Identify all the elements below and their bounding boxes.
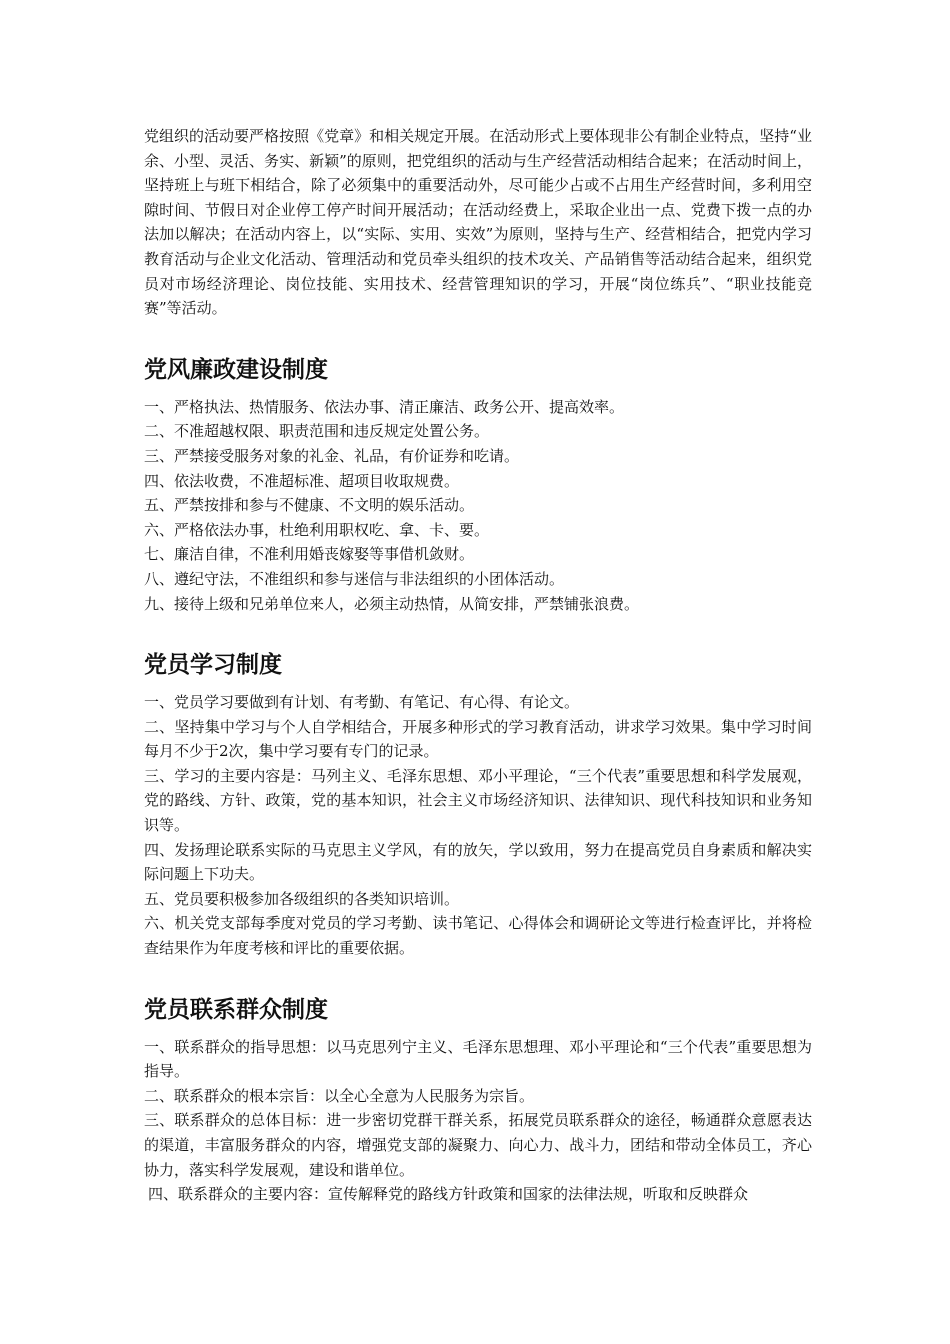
clause-list (144, 1035, 812, 1207)
clause-item: 二、联系群众的根本宗旨：以全心全意为人民服务为宗旨。 (144, 1086, 535, 1105)
intro-paragraph: 党组织的活动要严格按照《党章》和相关规定开展。在活动形式上要体现非公有制企业特点，坚持“业余、小型、灵活、务实、新颖”的原则，把党组织的活动与生产经营活动相结合起来；在活动时间上，坚持班上与班下相结合，除了必须集中的重要活动外，尽可能少占或不占用生产经营时间，多利用空隙时间、节假日对企业停工停产时间开展活动；在活动经费上，采取企业出一点、党费下拨一点的办法加以解决；在活动内容上，以“实际、实用、实效”为原则，坚持与生产、经营相结合，把党内学习教育活动与企业文化活动、管理活动和党员牵头组织的技术攻关、产品销售等活动结合起来，组织党员对市场经济理论、岗位技能、实用技术、经营管理知识的学习，开展“岗位练兵”、“职业技能竞赛”等活动。 (144, 127, 812, 318)
clause-item: 一、联系群众的指导思想：以马克思列宁主义、毛泽东思想理、邓小平理论和“三个代表”重要思想为指导。 (144, 1037, 812, 1081)
section-title: 党员联系群众制度 (144, 996, 328, 1023)
clause-item: 三、学习的主要内容是：马列主义、毛泽东思想、邓小平理论，“三个代表”重要思想和科学发展观，党的路线、方针、政策，党的基本知识，社会主义市场经济知识、法律知识、现代科技知识和业务知识等。 (144, 766, 812, 835)
clause-item: 四、联系群众的主要内容：宣传解释党的路线方针政策和国家的法律法规，听取和反映群众 (148, 1185, 749, 1204)
clause-item: 五、党员要积极参加各级组织的各类知识培训。 (144, 889, 460, 908)
clause-list (144, 690, 812, 961)
clause-item: 三、联系群众的总体目标：进一步密切党群干群关系，拓展党员联系群众的途径，畅通群众意愿表达的渠道，丰富服务群众的内容，增强党支部的凝聚力、向心力、战斗力，团结和带动全体员工，齐心协力，落实科学发展观，建设和谐单位。 (144, 1111, 812, 1179)
section-member-study (144, 650, 812, 961)
clause-item: 八、遵纪守法，不准组织和参与迷信与非法组织的小团体活动。 (144, 569, 565, 588)
section-title: 党风廉政建设制度 (144, 356, 328, 383)
clause-item: 五、严禁按排和参与不健康、不文明的娱乐活动。 (144, 496, 475, 515)
clause-list (144, 395, 812, 616)
section-clean-governance (144, 355, 812, 616)
clause-item: 一、党员学习要做到有计划、有考勤、有笔记、有心得、有论文。 (144, 693, 580, 712)
clause-item: 三、严禁接受服务对象的礼金、礼品，有价证券和吃请。 (144, 446, 520, 465)
clause-item: 六、严格依法办事，杜绝利用职权吃、拿、卡、要。 (144, 520, 490, 539)
document-page (144, 124, 812, 1241)
clause-item: 四、发扬理论联系实际的马克思主义学风，有的放矢，学以致用，努力在提高党员自身素质和解决实际问题上下功夫。 (144, 840, 812, 884)
clause-item: 一、严格执法、热情服务、依法办事、清正廉洁、政务公开、提高效率。 (144, 397, 625, 416)
clause-item: 六、机关党支部每季度对党员的学习考勤、读书笔记、心得体会和调研论文等进行检查评比，并将检查结果作为年度考核和评比的重要依据。 (144, 914, 812, 958)
clause-item: 九、接待上级和兄弟单位来人，必须主动热情，从简安排，严禁铺张浪费。 (144, 594, 640, 613)
clause-item: 二、不准超越权限、职责范围和违反规定处置公务。 (144, 422, 490, 441)
section-mass-contact (144, 995, 812, 1207)
section-title: 党员学习制度 (144, 652, 282, 679)
clause-item: 四、依法收费，不准超标准、超项目收取规费。 (144, 471, 460, 490)
clause-item: 二、坚持集中学习与个人自学相结合，开展多种形式的学习教育活动，讲求学习效果。集中学习时间每月不少于2次，集中学习要有专门的记录。 (144, 717, 812, 761)
clause-item: 七、廉洁自律，不准利用婚丧嫁娶等事借机敛财。 (144, 545, 475, 564)
